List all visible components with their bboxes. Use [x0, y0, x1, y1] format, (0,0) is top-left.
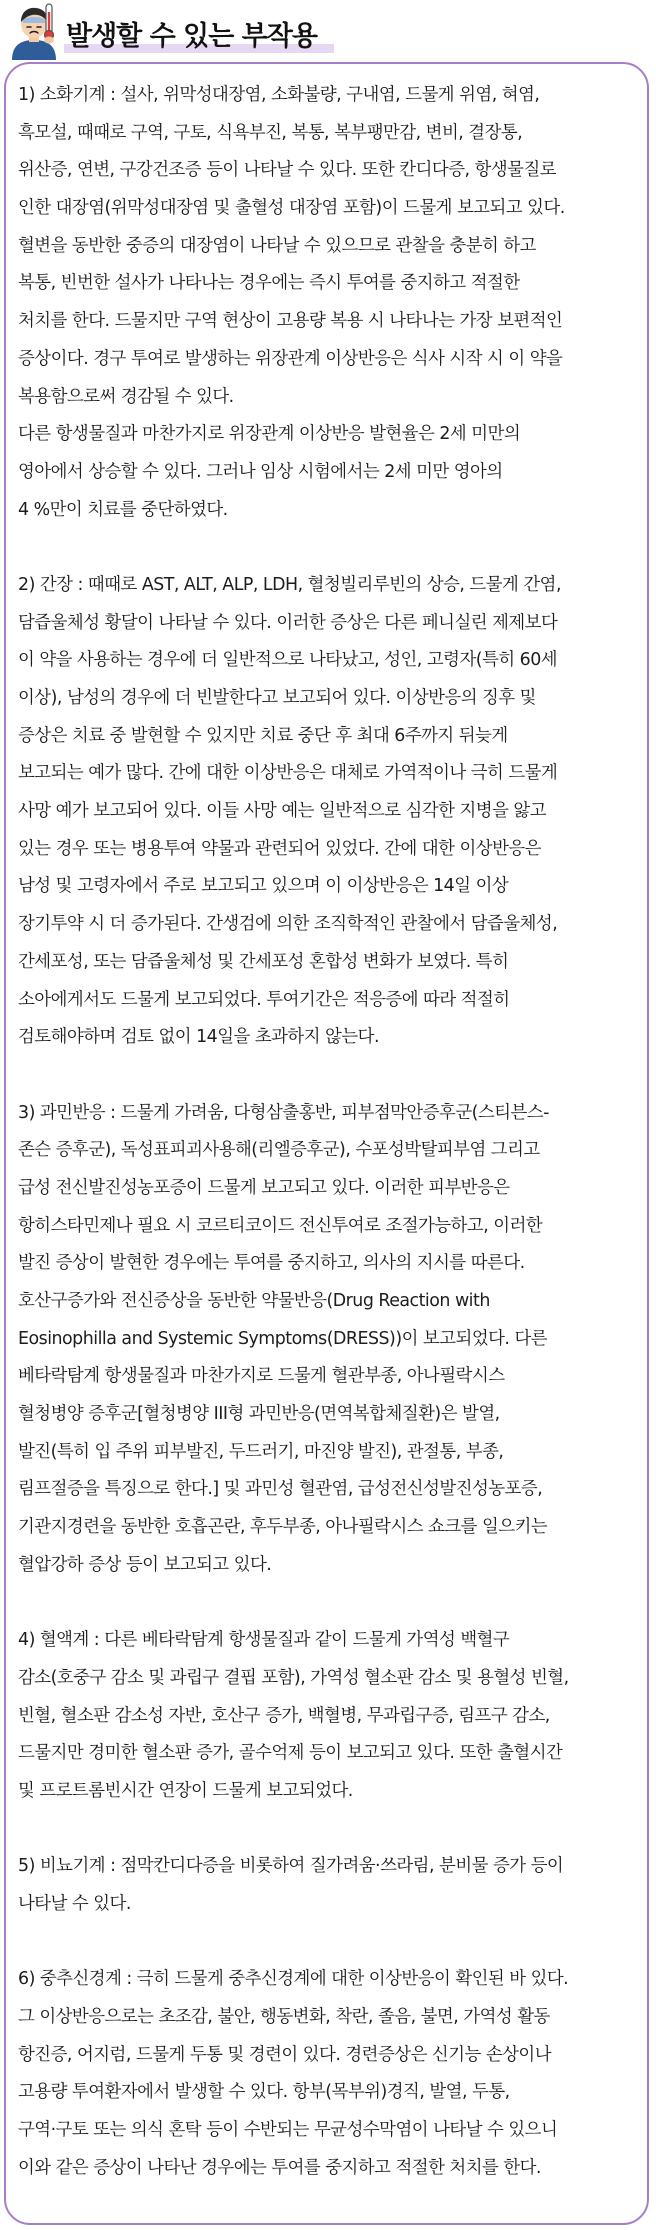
text-line: 이상), 남성의 경우에 더 빈발한다고 보고되어 있다. 이상반응의 징후 및 — [18, 688, 536, 708]
text-line: 소아에게서도 드물게 보고되었다. 투여기간은 적응증에 따라 적절히 — [18, 989, 510, 1010]
text-line: 5) 비뇨기계 : 점막칸디다증을 비롯하여 질가려움·쓰라림, 분비물 증가 등이 — [18, 1856, 564, 1877]
text-line: 인한 대장염(위막성대장염 및 출혈성 대장염 포함)이 드물게 보고되고 있다. — [18, 198, 565, 219]
text-line: Eosinophilla and Systemic Symptoms(DRESS))이 보고되었다. 다른 — [18, 1328, 548, 1349]
text-line: 혈변을 동반한 중증의 대장염이 나타날 수 있으므로 관찰을 충분히 하고 — [18, 235, 536, 256]
section-urinary — [18, 1848, 640, 1923]
section-hypersensitivity — [18, 1095, 640, 1585]
text-line: 장기투약 시 더 증가된다. 간생검에 의한 조직학적인 관찰에서 담즙울체성, — [18, 914, 558, 935]
section-blood — [18, 1622, 640, 1810]
text-line: 2) 간장 : 때때로 AST, ALT, ALP, LDH, 혈청빌리루빈의 상승, 드물게 간염, — [18, 574, 561, 595]
text-line: 흑모설, 때때로 구역, 구토, 식욕부진, 복통, 복부팽만감, 변비, 결장통, — [18, 122, 523, 143]
text-line: 간세포성, 또는 담즙울체성 및 간세포성 혼합성 변화가 보였다. 특히 — [18, 951, 509, 972]
text-line: 증상은 치료 중 발현할 수 있지만 치료 중단 후 최대 6주까지 뒤늦게 — [18, 725, 508, 746]
text-line: 3) 과민반응 : 드물게 가려움, 다형삼출홍반, 피부점막안증후군(스티븐스- — [18, 1102, 549, 1123]
text-line: 나타날 수 있다. — [18, 1894, 131, 1914]
text-line: 6) 중추신경계 : 극히 드물게 중추신경계에 대한 이상반응이 확인된 바 있다. — [18, 1969, 569, 1990]
text-line: 증상이다. 경구 투여로 발생하는 위장관계 이상반응은 식사 시작 시 이 약을 — [18, 348, 563, 369]
page-title: 발생할 수 있는 부작용 — [66, 21, 317, 52]
section-spacer — [18, 1811, 640, 1849]
text-line: 기관지경련을 동반한 호흡곤란, 후두부종, 아나필락시스 쇼크를 일으키는 — [18, 1517, 548, 1538]
text-line: 보고되는 예가 많다. 간에 대한 이상반응은 대체로 가역적이나 극히 드물게 — [18, 763, 558, 784]
text-line: 복통, 빈번한 설사가 나타나는 경우에는 즉시 투여를 중지하고 적절한 — [18, 273, 520, 294]
text-line: 및 프로트롬빈시간 연장이 드물게 보고되었다. — [18, 1780, 353, 1801]
section-spacer — [18, 1585, 640, 1623]
text-line: 드물지만 경미한 혈소판 증가, 골수억제 등이 보고되고 있다. 또한 출혈시간 — [18, 1743, 563, 1764]
text-line: 이 약을 사용하는 경우에 더 일반적으로 나타났고, 성인, 고령자(특히 60세 — [18, 650, 558, 671]
text-line: 혈청병양 증후군[혈청병양 III형 과민반응(면역복합체질환)은 발열, — [18, 1404, 500, 1425]
text-line: 담즙울체성 황달이 나타날 수 있다. 이러한 증상은 다른 페니실린 제제보다 — [18, 612, 558, 633]
section-header — [0, 0, 656, 62]
side-effects-text — [18, 77, 640, 2188]
text-line: 감소(호중구 감소 및 과립구 결핍 포함), 가역성 혈소판 감소 및 용혈성 빈혈, — [18, 1667, 569, 1688]
text-line: 급성 전신발진성농포증이 드물게 보고되고 있다. 이러한 피부반응은 — [18, 1177, 510, 1198]
section-spacer — [18, 1057, 640, 1095]
text-line: 검토해야하며 검토 없이 14일을 초과하지 않는다. — [18, 1027, 379, 1048]
text-line: 1) 소화기계 : 설사, 위막성대장염, 소화불량, 구내염, 드물게 위염, 혀염, — [18, 85, 540, 105]
text-line: 다른 항생물질과 마찬가지로 위장관계 이상반응 발현율은 2세 미만의 — [18, 424, 521, 445]
text-line: 항진증, 어지럼, 드물게 두통 및 경련이 있다. 경련증상은 신기능 손상이나 — [18, 2044, 552, 2065]
section-liver — [18, 567, 640, 1057]
sick-person-thermometer-icon — [8, 2, 60, 60]
text-line: 처치를 한다. 드물지만 구역 현상이 고용량 복용 시 나타나는 가장 보편적인 — [18, 311, 563, 332]
text-line: 호산구증가와 전신증상을 동반한 약물반응(Drug Reaction with — [18, 1291, 490, 1311]
text-line: 위산증, 연변, 구강건조증 등이 나타날 수 있다. 또한 칸디다증, 항생물질로 — [18, 160, 557, 181]
text-line: 4) 혈액계 : 다른 베타락탐계 항생물질과 같이 드물게 가역성 백혈구 — [18, 1630, 510, 1651]
text-line: 고용량 투여환자에서 발생할 수 있다. 항부(목부위)경직, 발열, 두통, — [18, 2082, 510, 2103]
section-gastrointestinal — [18, 77, 640, 529]
text-line: 림프절증을 특징으로 한다.] 및 과민성 혈관염, 급성전신성발진성농포증, — [18, 1479, 543, 1500]
text-line: 발진(특히 입 주위 피부발진, 두드러기, 마진양 발진), 관절통, 부종, — [18, 1441, 504, 1462]
text-line: 베타락탐계 항생물질과 마찬가지로 드물게 혈관부종, 아나필락시스 — [18, 1366, 505, 1387]
text-line: 발진 증상이 발현한 경우에는 투여를 중지하고, 의사의 지시를 따른다. — [18, 1253, 525, 1274]
text-line: 사망 예가 보고되어 있다. 이들 사망 예는 일반적으로 심각한 지병을 앓고 — [18, 801, 546, 822]
text-line: 영아에서 상승할 수 있다. 그러나 임상 시험에서는 2세 미만 영아의 — [18, 461, 503, 482]
text-line: 그 이상반응으로는 초조감, 불안, 행동변화, 착란, 졸음, 불면, 가역성 활동 — [18, 2007, 550, 2028]
text-line: 빈혈, 혈소판 감소성 자반, 호산구 증가, 백혈병, 무과립구증, 림프구 감소, — [18, 1705, 550, 1726]
section-cns — [18, 1961, 640, 2187]
section-spacer — [18, 1924, 640, 1962]
text-line: 복용함으로써 경감될 수 있다. — [18, 386, 234, 407]
text-line: 존슨 증후군), 독성표피괴사용해(리엘증후군), 수포성박탈피부염 그리고 — [18, 1140, 540, 1161]
section-spacer — [18, 529, 640, 567]
text-line: 이와 같은 증상이 나타난 경우에는 투여를 중지하고 적절한 처치를 한다. — [18, 2157, 541, 2178]
text-line: 4 %만이 치료를 중단하였다. — [18, 499, 228, 520]
text-line: 구역·구토 또는 의식 혼탁 등이 수반되는 무균성수막염이 나타날 수 있으니 — [18, 2120, 558, 2141]
text-line: 남성 및 고령자에서 주로 보고되고 있으며 이 이상반응은 14일 이상 — [18, 876, 509, 897]
text-line: 항히스타민제나 필요 시 코르티코이드 전신투여로 조절가능하고, 이러한 — [18, 1215, 543, 1236]
text-line: 있는 경우 또는 병용투여 약물과 관련되어 있었다. 간에 대한 이상반응은 — [18, 838, 541, 859]
text-line: 혈압강하 증상 등이 보고되고 있다. — [18, 1554, 272, 1575]
